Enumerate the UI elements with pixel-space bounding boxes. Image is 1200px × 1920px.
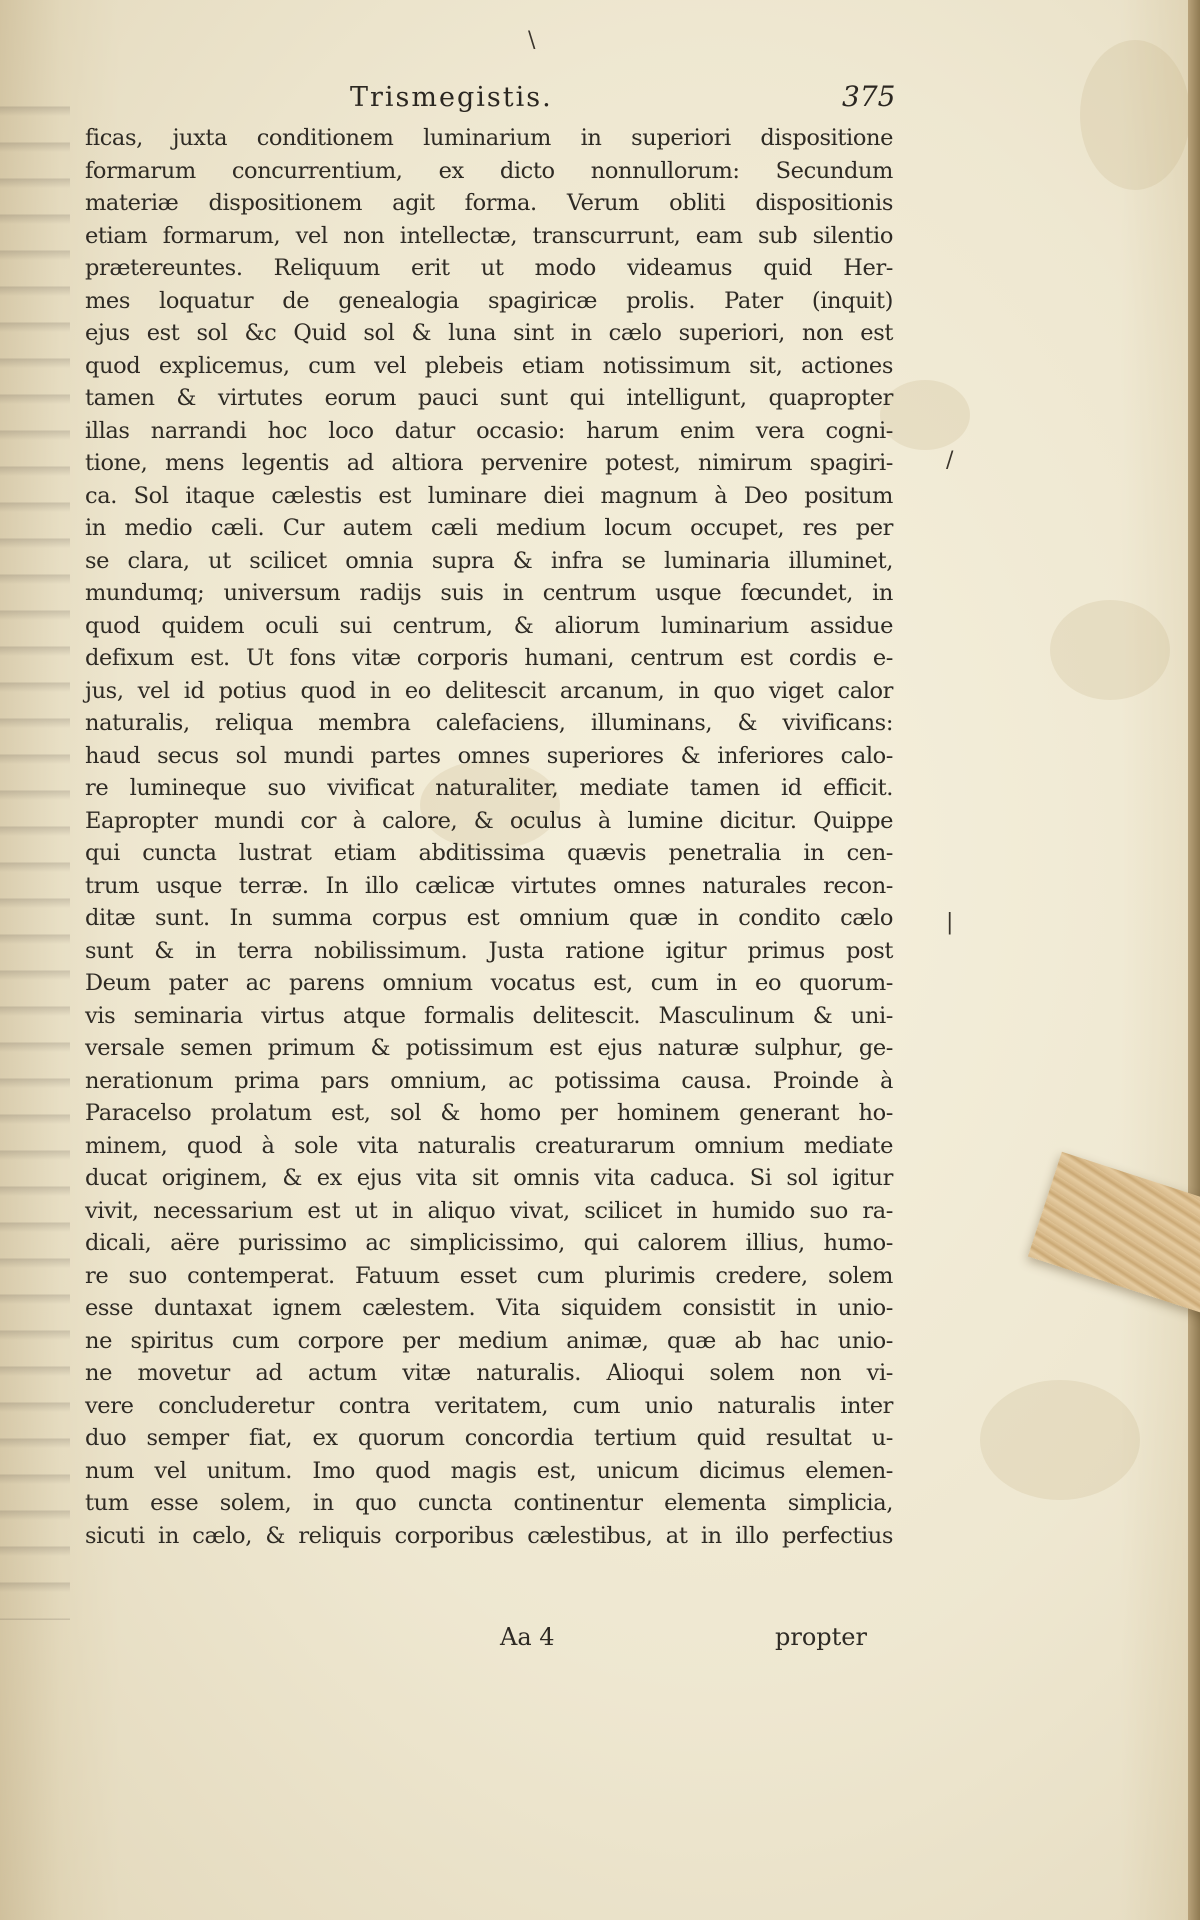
text-line: mes loquatur de genealogia spagiricæ prolis. Pater (inquit) bbox=[85, 287, 893, 314]
page-footer bbox=[0, 1623, 1200, 1659]
text-line: Paracelso prolatum est, sol & homo per hominem generant ho- bbox=[85, 1100, 893, 1126]
text-line: se clara, ut scilicet omnia supra & infra se luminaria illuminet, bbox=[85, 547, 893, 574]
wooden-bookmark bbox=[1028, 1152, 1200, 1318]
text-line: defixum est. Ut fons vitæ corporis humani, centrum est cordis e- bbox=[85, 645, 893, 671]
paper-stain bbox=[980, 1380, 1140, 1500]
signature-mark: Aa 4 bbox=[500, 1623, 555, 1651]
text-line: prætereuntes. Reliquum erit ut modo videamus quid Her- bbox=[85, 255, 893, 281]
page-number: 375 bbox=[842, 80, 896, 113]
text-line: ducat originem, & ex ejus vita sit omnis vita caduca. Si sol igitur bbox=[85, 1165, 893, 1191]
running-head: Trismegistis. bbox=[350, 82, 553, 113]
text-line: vis seminaria virtus atque formalis delitescit. Masculinum & uni- bbox=[85, 1002, 893, 1029]
text-line: ne spiritus cum corpore per medium animæ, quæ ab hac unio- bbox=[85, 1327, 893, 1354]
text-line: ne movetur ad actum vitæ naturalis. Alioqui solem non vi- bbox=[85, 1360, 893, 1386]
catchword: propter bbox=[775, 1623, 867, 1651]
text-line: vivit, necessarium est ut in aliquo vivat, scilicet in humido suo ra- bbox=[85, 1197, 893, 1224]
text-line: ca. Sol itaque cælestis est luminare diei magnum à Deo positum bbox=[85, 482, 893, 509]
text-line: formarum concurrentium, ex dicto nonnullorum: Secundum bbox=[85, 157, 893, 184]
text-line: sunt & in terra nobilissimum. Justa ratione igitur primus post bbox=[85, 937, 893, 964]
stray-mark: \ bbox=[528, 28, 536, 53]
paper-stain bbox=[880, 380, 970, 450]
paper-stain bbox=[1050, 600, 1170, 700]
text-line: versale semen primum & potissimum est ejus naturæ sulphur, ge- bbox=[85, 1035, 893, 1061]
text-line: vere concluderetur contra veritatem, cum unio naturalis inter bbox=[85, 1392, 893, 1419]
text-line: tione, mens legentis ad altiora pervenire potest, nimirum spagiri- bbox=[85, 450, 893, 476]
text-line: haud secus sol mundi partes omnes superiores & inferiores calo- bbox=[85, 742, 893, 769]
text-line: ditæ sunt. In summa corpus est omnium quæ in condito cælo bbox=[85, 905, 893, 931]
show-through-text bbox=[0, 80, 70, 1620]
text-line: ficas, juxta conditionem luminarium in superiori dispositione bbox=[85, 125, 893, 151]
text-line: re lumineque suo vivificat naturaliter, mediate tamen id efficit. bbox=[85, 775, 893, 801]
stray-mark: / bbox=[946, 448, 954, 473]
text-line: tamen & virtutes eorum pauci sunt qui intelligunt, quapropter bbox=[85, 385, 893, 411]
text-line: quod explicemus, cum vel plebeis etiam notissimum sit, actiones bbox=[85, 352, 893, 379]
text-line: qui cuncta lustrat etiam abditissima quævis penetralia in cen- bbox=[85, 840, 893, 866]
text-line: Deum pater ac parens omnium vocatus est, cum in eo quorum- bbox=[85, 970, 893, 996]
text-line: illas narrandi hoc loco datur occasio: harum enim vera cogni- bbox=[85, 417, 893, 444]
page-header bbox=[0, 82, 1200, 122]
stray-mark: | bbox=[946, 910, 954, 935]
text-line: dicali, aëre purissimo ac simplicissimo, qui calorem illius, humo- bbox=[85, 1230, 893, 1256]
text-line: esse duntaxat ignem cælestem. Vita siquidem consistit in unio- bbox=[85, 1295, 893, 1321]
text-line: num vel unitum. Imo quod magis est, unicum dicimus elemen- bbox=[85, 1457, 893, 1484]
text-line: Eapropter mundi cor à calore, & oculus à lumine dicitur. Quippe bbox=[85, 807, 893, 834]
text-line: ejus est sol &c Quid sol & luna sint in cælo superiori, non est bbox=[85, 320, 893, 346]
text-line: nerationum prima pars omnium, ac potissima causa. Proinde à bbox=[85, 1067, 893, 1094]
text-line: quod quidem oculi sui centrum, & aliorum luminarium assidue bbox=[85, 612, 893, 639]
text-line: materiæ dispositionem agit forma. Verum obliti dispositionis bbox=[85, 190, 893, 216]
text-line: in medio cæli. Cur autem cæli medium locum occupet, res per bbox=[85, 515, 893, 541]
text-line: etiam formarum, vel non intellectæ, transcurrunt, eam sub silentio bbox=[85, 222, 893, 249]
text-line: duo semper fiat, ex quorum concordia tertium quid resultat u- bbox=[85, 1425, 893, 1451]
text-line: jus, vel id potius quod in eo delitescit arcanum, in quo viget calor bbox=[85, 677, 893, 704]
text-line: sicuti in cælo, & reliquis corporibus cælestibus, at in illo perfectius bbox=[85, 1522, 893, 1549]
text-line: minem, quod à sole vita naturalis creaturarum omnium mediate bbox=[85, 1132, 893, 1159]
text-line: re suo contemperat. Fatuum esset cum plurimis credere, solem bbox=[85, 1262, 893, 1289]
text-line: mundumq; universum radijs suis in centrum usque fœcundet, in bbox=[85, 580, 893, 606]
body-text bbox=[85, 122, 893, 1552]
text-line: trum usque terræ. In illo cælicæ virtutes omnes naturales recon- bbox=[85, 872, 893, 899]
text-line: naturalis, reliqua membra calefaciens, illuminans, & vivificans: bbox=[85, 710, 893, 736]
text-line: tum esse solem, in quo cuncta continentur elementa simplicia, bbox=[85, 1490, 893, 1516]
